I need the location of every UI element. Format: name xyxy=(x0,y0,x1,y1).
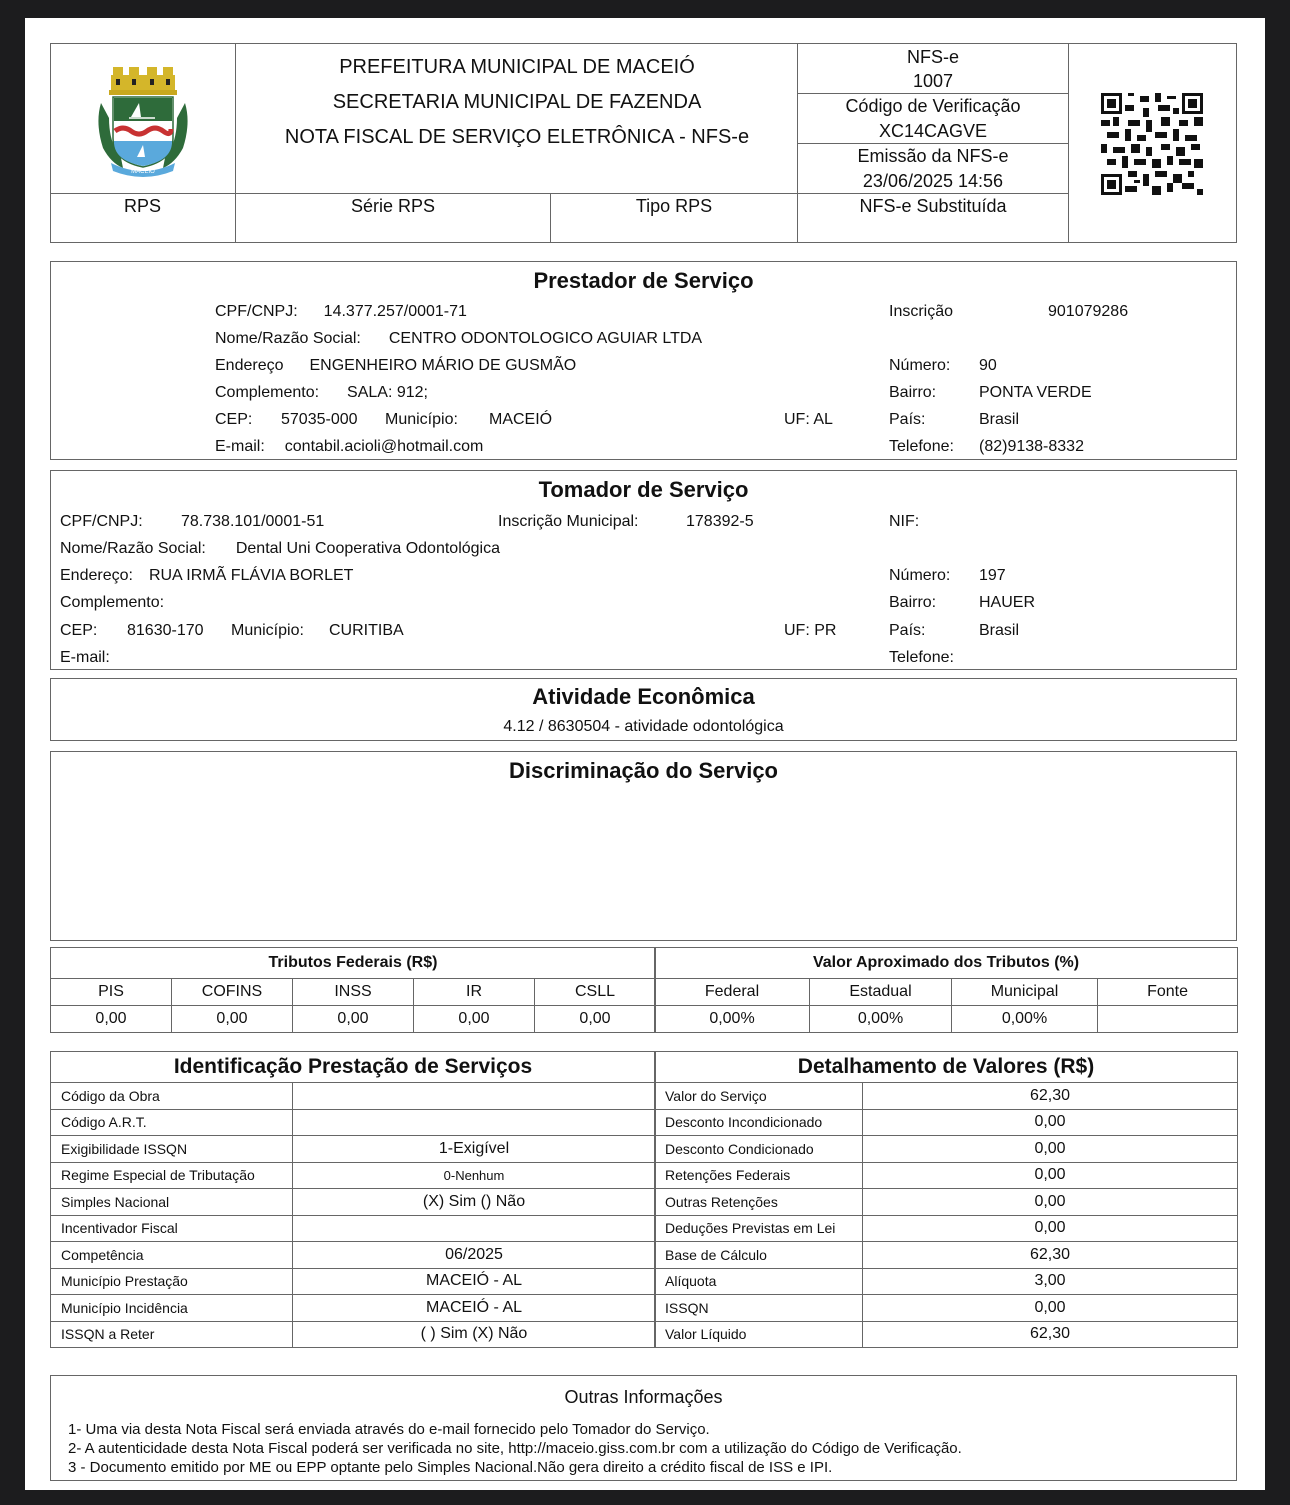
table-row xyxy=(655,1268,1238,1295)
nfse-number-cell xyxy=(798,45,1068,93)
detalhamento-value: 0,00 xyxy=(863,1109,1238,1136)
tributo-value-pis: 0,00 xyxy=(51,1006,172,1033)
identificacao-label: Município Prestação xyxy=(51,1268,293,1295)
valor-aproximado-title: Valor Aproximado dos Tributos (%) xyxy=(655,948,1238,979)
prestador-bairro: PONTA VERDE xyxy=(979,384,1092,401)
nfse-document xyxy=(25,18,1265,1490)
tomador-bairro: HAUER xyxy=(979,594,1036,611)
outras-informacoes-list xyxy=(68,1420,1228,1477)
table-row xyxy=(51,1083,656,1110)
detalhamento-value: 0,00 xyxy=(863,1295,1238,1322)
identificacao-table xyxy=(50,1051,656,1348)
identificacao-value: MACEIÓ - AL xyxy=(293,1295,656,1322)
prestador-telefone: (82)9138-8332 xyxy=(979,438,1084,455)
identificacao-value: MACEIÓ - AL xyxy=(293,1268,656,1295)
table-row xyxy=(51,1136,656,1163)
table-row xyxy=(655,1189,1238,1216)
aprox-value-municipal: 0,00% xyxy=(952,1006,1098,1033)
prestador-telefone-label: Telefone: xyxy=(889,438,954,455)
table-row xyxy=(51,1321,656,1348)
prestador-inscricao: 901079286 xyxy=(1048,303,1129,320)
maceio-coat-of-arms-logo xyxy=(93,63,193,178)
detalhamento-label: Valor Líquido xyxy=(655,1321,863,1348)
detalhamento-label: Outras Retenções xyxy=(655,1189,863,1216)
table-row xyxy=(51,1268,656,1295)
table-row xyxy=(51,1242,656,1269)
verification-cell xyxy=(798,94,1068,144)
detalhamento-label: Base de Cálculo xyxy=(655,1242,863,1269)
identificacao-label: Município Incidência xyxy=(51,1295,293,1322)
table-row xyxy=(655,1136,1238,1163)
info-line: 3 - Documento emitido por ME ou EPP optante pelo Simples Nacional.Não gera direito a crédito fiscal de ISS e IPI. xyxy=(68,1459,833,1476)
prestador-endereco-label: Endereço xyxy=(215,357,284,374)
table-row xyxy=(655,1295,1238,1322)
tomador-im-label: Inscrição Municipal: xyxy=(498,513,639,530)
aprox-value-estadual: 0,00% xyxy=(810,1006,952,1033)
detalhamento-label: Desconto Condicionado xyxy=(655,1136,863,1163)
identificacao-value xyxy=(293,1109,656,1136)
identificacao-value: 06/2025 xyxy=(293,1242,656,1269)
tributo-value-csll: 0,00 xyxy=(535,1006,656,1033)
tributo-header-csll: CSLL xyxy=(535,979,656,1006)
detalhamento-label: ISSQN xyxy=(655,1295,863,1322)
nfse-title: NOTA FISCAL DE SERVIÇO ELETRÔNICA - NFS-e xyxy=(284,126,750,148)
table-row xyxy=(51,1162,656,1189)
prestador-pais: Brasil xyxy=(979,411,1020,428)
tomador-nome: Dental Uni Cooperativa Odontológica xyxy=(235,540,500,557)
table-row xyxy=(655,1083,1238,1110)
detalhamento-label: Valor do Serviço xyxy=(655,1083,863,1110)
tomador-cep-label: CEP: xyxy=(60,622,98,639)
prestador-uf: AL xyxy=(813,411,833,428)
discriminacao-title: Discriminação do Serviço xyxy=(509,758,778,783)
verification-label: Código de Verificação xyxy=(845,96,1021,116)
aprox-header-estadual: Estadual xyxy=(810,979,952,1006)
identificacao-value xyxy=(293,1215,656,1242)
tributo-value-inss: 0,00 xyxy=(293,1006,414,1033)
detalhamento-label: Retenções Federais xyxy=(655,1162,863,1189)
identificacao-label: Competência xyxy=(51,1242,293,1269)
detalhamento-value: 0,00 xyxy=(863,1162,1238,1189)
detalhamento-label: Desconto Incondicionado xyxy=(655,1109,863,1136)
qr-code[interactable] xyxy=(1101,93,1203,195)
detalhamento-value: 0,00 xyxy=(863,1215,1238,1242)
detalhamento-value: 0,00 xyxy=(863,1136,1238,1163)
prestador-municipio-label: Município: xyxy=(385,411,458,428)
identificacao-value: (X) Sim () Não xyxy=(293,1189,656,1216)
table-row xyxy=(51,1295,656,1322)
table-row xyxy=(51,1189,656,1216)
table-row xyxy=(655,1162,1238,1189)
prestador-endereco: ENGENHEIRO MÁRIO DE GUSMÃO xyxy=(309,357,577,374)
prestador-numero-label: Número: xyxy=(889,357,951,374)
identificacao-label: Código A.R.T. xyxy=(51,1109,293,1136)
detalhamento-label: Alíquota xyxy=(655,1268,863,1295)
prestador-uf-label: UF: xyxy=(784,411,810,428)
prefeitura-title: PREFEITURA MUNICIPAL DE MACEIÓ xyxy=(339,56,695,78)
tomador-uf-label: UF: xyxy=(784,622,810,639)
detalhamento-value: 3,00 xyxy=(863,1268,1238,1295)
identificacao-label: Código da Obra xyxy=(51,1083,293,1110)
verification-code: XC14CAGVE xyxy=(878,121,988,141)
prestador-cep-label: CEP: xyxy=(215,411,253,428)
prestador-inscricao-label: Inscrição xyxy=(889,303,954,320)
detalhamento-label: Deduções Previstas em Lei xyxy=(655,1215,863,1242)
prestador-cep: 57035-000 xyxy=(281,411,358,428)
prestador-bairro-label: Bairro: xyxy=(889,384,937,401)
identificacao-value: ( ) Sim (X) Não xyxy=(293,1321,656,1348)
tributo-header-pis: PIS xyxy=(51,979,172,1006)
secretaria-title: SECRETARIA MUNICIPAL DE FAZENDA xyxy=(332,91,702,113)
tributo-value-ir: 0,00 xyxy=(414,1006,535,1033)
aprox-value-fonte xyxy=(1098,1006,1238,1033)
detalhamento-value: 62,30 xyxy=(863,1083,1238,1110)
outras-informacoes-title: Outras Informações xyxy=(564,1387,723,1407)
identificacao-value: 0-Nenhum xyxy=(293,1162,656,1189)
info-line: 1- Uma via desta Nota Fiscal será enviada através do e-mail fornecido pelo Tomador do Serviço. xyxy=(68,1421,710,1438)
tomador-cep: 81630-170 xyxy=(127,622,204,639)
svg-text:MACEIÓ: MACEIÓ xyxy=(131,169,155,175)
prestador-pais-label: País: xyxy=(889,411,926,428)
tomador-email-label: E-mail: xyxy=(60,649,110,666)
tomador-cnpj-label: CPF/CNPJ: xyxy=(60,513,143,530)
table-row xyxy=(655,1109,1238,1136)
detalhamento-table xyxy=(654,1051,1238,1348)
info-line: 2- A autenticidade desta Nota Fiscal poderá ser verificada no site, http://maceio.giss.com.br com a utilização do Código de Verificação. xyxy=(68,1440,962,1457)
emission-cell xyxy=(798,144,1068,194)
identificacao-label: Incentivador Fiscal xyxy=(51,1215,293,1242)
tributo-value-cofins: 0,00 xyxy=(172,1006,293,1033)
identificacao-label: ISSQN a Reter xyxy=(51,1321,293,1348)
prestador-title: Prestador de Serviço xyxy=(533,268,754,293)
tomador-uf: PR xyxy=(814,622,837,639)
header-title-block xyxy=(237,50,797,155)
aprox-value-federal: 0,00% xyxy=(655,1006,810,1033)
rps-label: RPS xyxy=(123,196,161,216)
tomador-pais-label: País: xyxy=(889,622,926,639)
tomador-bairro-label: Bairro: xyxy=(889,594,937,611)
emission-datetime: 23/06/2025 14:56 xyxy=(862,171,1004,191)
tomador-telefone-label: Telefone: xyxy=(889,649,954,666)
prestador-nome-label: Nome/Razão Social: xyxy=(215,330,361,347)
prestador-complemento: SALA: 912; xyxy=(347,384,428,401)
detalhamento-title: Detalhamento de Valores (R$) xyxy=(655,1052,1238,1083)
identificacao-label: Regime Especial de Tributação xyxy=(51,1162,293,1189)
tomador-nif-label: NIF: xyxy=(889,513,920,530)
table-row xyxy=(655,1321,1238,1348)
tomador-municipio-label: Município: xyxy=(231,622,304,639)
tomador-endereco-label: Endereço: xyxy=(60,567,133,584)
tributo-header-inss: INSS xyxy=(293,979,414,1006)
valor-aproximado-table xyxy=(654,947,1238,1033)
tomador-cnpj: 78.738.101/0001-51 xyxy=(181,513,325,530)
nfse-label: NFS-e xyxy=(906,47,959,67)
identificacao-value: 1-Exigível xyxy=(293,1136,656,1163)
detalhamento-value: 62,30 xyxy=(863,1242,1238,1269)
atividade-value: 4.12 / 8630504 - atividade odontológica xyxy=(503,718,784,735)
prestador-municipio: MACEIÓ xyxy=(489,411,553,428)
detalhamento-value: 62,30 xyxy=(863,1321,1238,1348)
tomador-im: 178392-5 xyxy=(686,513,754,530)
identificacao-value xyxy=(293,1083,656,1110)
atividade-title: Atividade Econômica xyxy=(532,684,755,709)
detalhamento-value: 0,00 xyxy=(863,1189,1238,1216)
tomador-pais: Brasil xyxy=(979,622,1020,639)
serie-rps-label: Série RPS xyxy=(350,196,436,216)
table-row xyxy=(655,1242,1238,1269)
prestador-numero: 90 xyxy=(979,357,997,374)
prestador-cnpj: 14.377.257/0001-71 xyxy=(323,303,467,320)
prestador-email-label: E-mail: xyxy=(215,438,265,455)
tributos-federais-title: Tributos Federais (R$) xyxy=(51,948,656,979)
table-row xyxy=(51,1215,656,1242)
tomador-municipio: CURITIBA xyxy=(329,622,404,639)
tomador-title: Tomador de Serviço xyxy=(538,477,749,502)
tomador-numero: 197 xyxy=(979,567,1006,584)
tomador-nome-label: Nome/Razão Social: xyxy=(60,540,206,557)
prestador-cnpj-label: CPF/CNPJ: xyxy=(215,303,298,320)
prestador-complemento-label: Complemento: xyxy=(215,384,320,401)
tomador-numero-label: Número: xyxy=(889,567,951,584)
prestador-email: contabil.acioli@hotmail.com xyxy=(284,438,484,455)
identificacao-label: Exigibilidade ISSQN xyxy=(51,1136,293,1163)
aprox-header-federal: Federal xyxy=(655,979,810,1006)
identificacao-title: Identificação Prestação de Serviços xyxy=(51,1052,656,1083)
aprox-header-fonte: Fonte xyxy=(1098,979,1238,1006)
aprox-header-municipal: Municipal xyxy=(952,979,1098,1006)
tributo-header-ir: IR xyxy=(414,979,535,1006)
tomador-complemento-label: Complemento: xyxy=(60,594,165,611)
tipo-rps-label: Tipo RPS xyxy=(635,196,713,216)
prestador-nome: CENTRO ODONTOLOGICO AGUIAR LTDA xyxy=(388,330,703,347)
nfse-number: 1007 xyxy=(912,71,954,91)
table-row xyxy=(51,1109,656,1136)
table-row xyxy=(655,1215,1238,1242)
tributos-federais-table xyxy=(50,947,656,1033)
tributo-header-cofins: COFINS xyxy=(172,979,293,1006)
emission-label: Emissão da NFS-e xyxy=(857,146,1009,166)
identificacao-label: Simples Nacional xyxy=(51,1189,293,1216)
tomador-endereco: RUA IRMÃ FLÁVIA BORLET xyxy=(148,567,354,584)
nfse-substituida-label: NFS-e Substituída xyxy=(859,196,1007,216)
